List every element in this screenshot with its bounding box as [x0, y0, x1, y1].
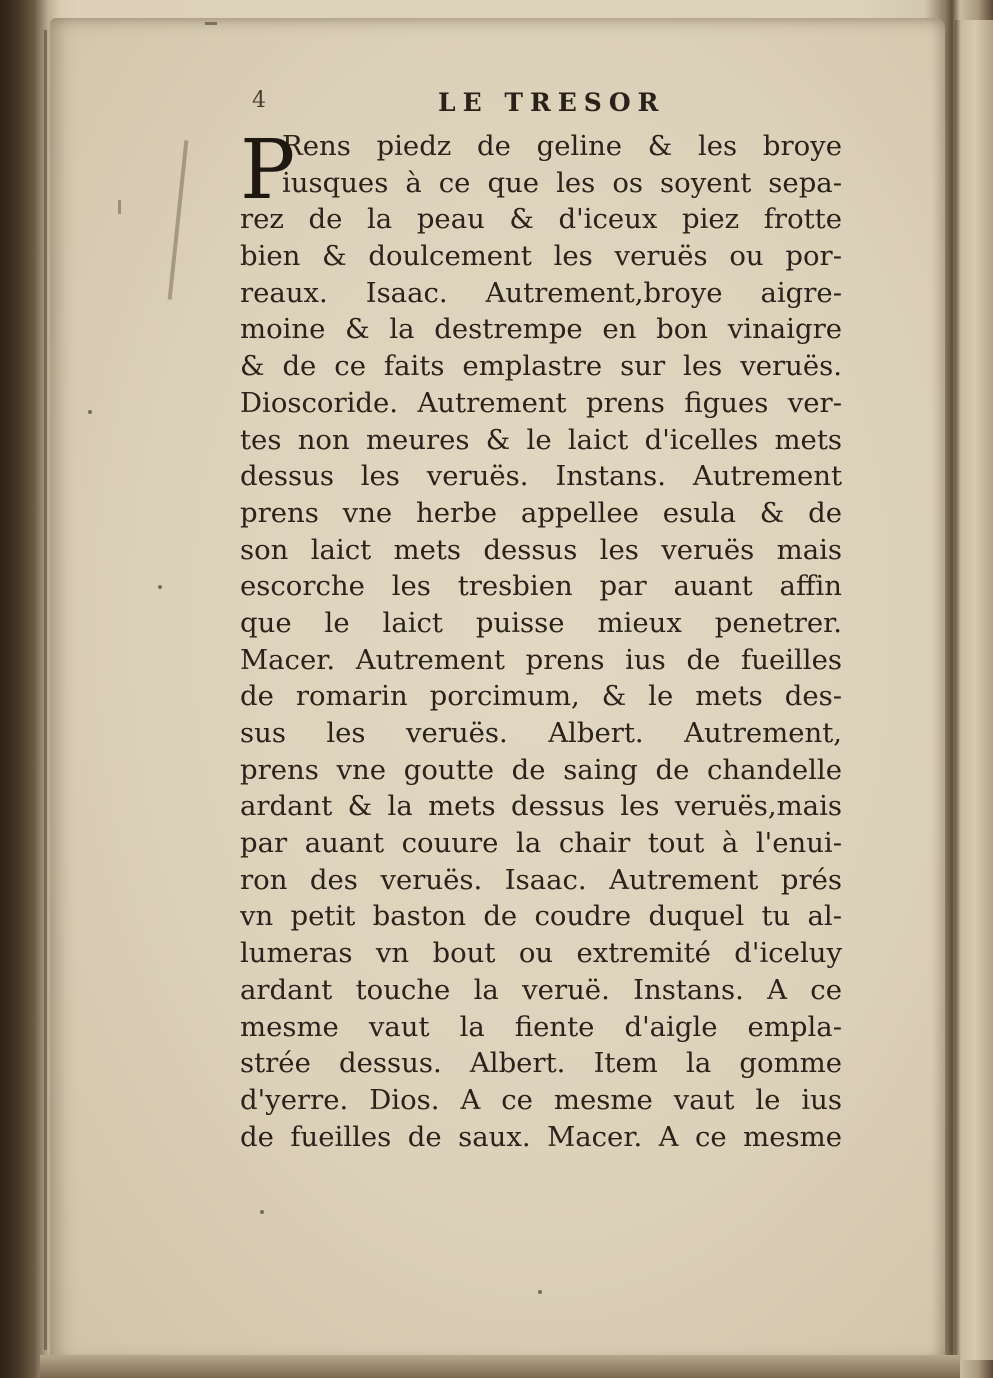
text-line: que le laict puisse mieux penetrer.	[240, 606, 842, 639]
margin-ink-stroke	[118, 200, 121, 214]
text-line: & de ce faits emplastre sur les veruës.	[240, 350, 842, 383]
ink-speck	[158, 585, 162, 589]
text-line: ardant & la mets dessus les veruës,mais	[240, 790, 842, 823]
page-bottom-edge	[40, 1355, 960, 1378]
text-line: iusques à ce que les os soyent sepa-	[282, 166, 842, 199]
drop-cap: P	[240, 123, 296, 218]
text-line: reaux. Isaac. Autrement,broye aigre-	[240, 276, 842, 309]
page-number: 4	[252, 88, 273, 113]
ink-speck	[260, 1210, 264, 1214]
margin-ink-stroke	[205, 22, 217, 25]
text-line: sus les veruës. Albert. Autrement,	[240, 717, 842, 749]
text-line: de fueilles de saux. Macer. A ce mesme	[240, 1120, 842, 1153]
text-line: rez de la peau & d'iceux piez frotte	[240, 203, 842, 236]
text-line: prens vne herbe appellee esula & de	[240, 496, 842, 529]
text-line: d'yerre. Dios. A ce mesme vaut le ius	[240, 1083, 842, 1116]
text-line: tes non meures & le laict d'icelles mets	[240, 423, 842, 456]
text-line: Rens piedz de geline & les broye	[282, 130, 842, 162]
ink-speck	[88, 410, 92, 414]
ink-speck	[538, 1290, 542, 1294]
text-line: de romarin porcimum, & le mets des-	[240, 680, 842, 713]
body-text	[240, 123, 860, 1155]
text-line: Dioscoride. Autrement prens figues ver-	[240, 386, 842, 419]
binding-gutter	[44, 30, 47, 1350]
text-line: vn petit baston de coudre duquel tu al-	[240, 900, 842, 933]
text-line: par auant couure la chair tout à l'enui-	[240, 827, 842, 860]
text-line: escorche les tresbien par auant affin	[240, 570, 842, 603]
facing-page-edge	[955, 20, 993, 1360]
text-line: ron des veruës. Isaac. Autrement prés	[240, 863, 842, 896]
text-line: bien & doulcement les veruës ou por-	[240, 240, 842, 273]
text-line: Macer. Autrement prens ius de fueilles	[240, 643, 842, 676]
text-line: son laict mets dessus les veruës mais	[240, 533, 842, 566]
text-line: prens vne goutte de saing de chandelle	[240, 753, 842, 786]
text-line: ardant touche la veruë. Instans. A ce	[240, 973, 842, 1006]
running-head-title: LE TRESOR	[438, 88, 666, 117]
text-line: mesme vaut la fiente d'aigle empla-	[240, 1010, 842, 1043]
text-line: dessus les veruës. Instans. Autrement	[240, 460, 842, 493]
text-line: moine & la destrempe en bon vinaigre	[240, 313, 842, 346]
text-line: strée dessus. Albert. Item la gomme	[240, 1047, 842, 1080]
text-line: lumeras vn bout ou extremité d'iceluy	[240, 937, 842, 970]
